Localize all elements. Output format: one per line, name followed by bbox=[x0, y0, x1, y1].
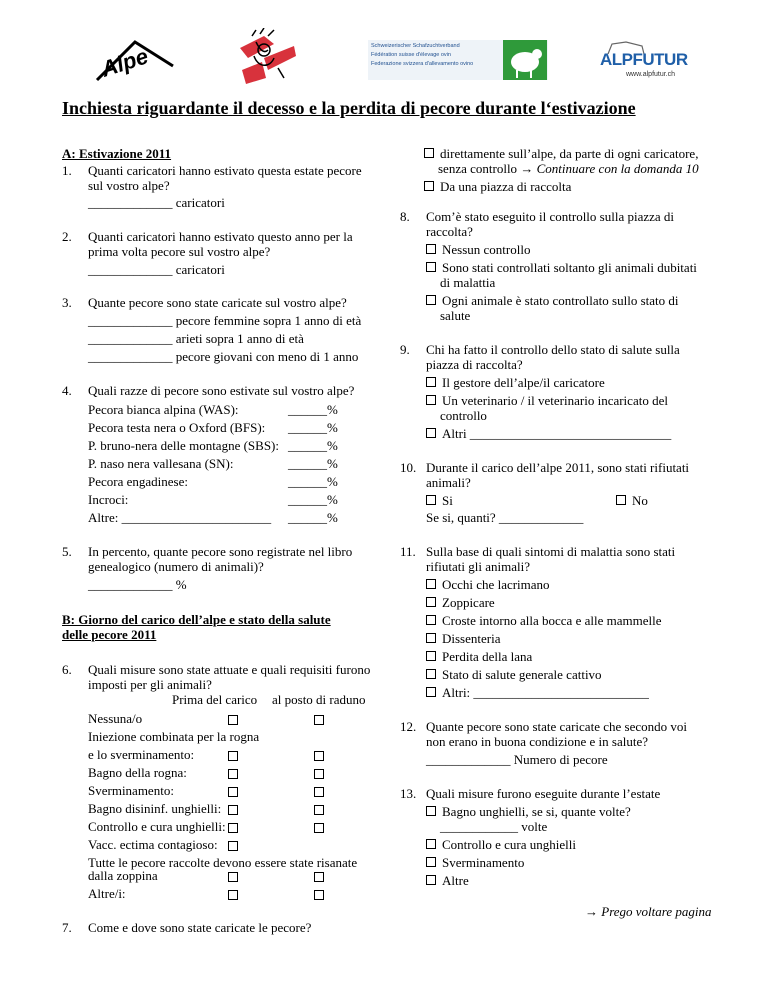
q6-row-label: Tutte le pecore raccolte devono essere state risanate bbox=[88, 855, 358, 870]
option-label: senza controllo bbox=[438, 161, 521, 176]
q12-text-1: Quante pecore sono state caricate che secondo voi bbox=[426, 719, 687, 734]
checkbox[interactable] bbox=[426, 295, 436, 305]
checkbox[interactable] bbox=[314, 715, 324, 725]
option-label: Occhi che lacrimano bbox=[442, 577, 550, 592]
checkbox[interactable] bbox=[426, 597, 436, 607]
q6-header-before: Prima del carico bbox=[172, 692, 258, 707]
herb-logo bbox=[234, 28, 300, 86]
skip-instruction: → Continuare con la domanda 10 bbox=[520, 161, 699, 176]
checkbox[interactable] bbox=[314, 890, 324, 900]
q4-text: Quali razze di pecore sono estivate sul vostro alpe? bbox=[88, 383, 355, 398]
sheep-icon bbox=[503, 40, 547, 80]
checkbox[interactable] bbox=[426, 395, 436, 405]
q7-text: Come e dove sono state caricate le pecore? bbox=[88, 920, 312, 935]
q1-answer[interactable]: _____________ caricatori bbox=[88, 195, 225, 210]
q7-option-gathering[interactable] bbox=[424, 179, 571, 194]
q3-answer-rams[interactable]: _____________ arieti sopra 1 anno di età bbox=[88, 331, 304, 346]
option-label: No bbox=[632, 493, 648, 508]
q13-text: Quali misure furono eseguite durante l’estate bbox=[426, 786, 661, 801]
q13-number: 13. bbox=[400, 786, 417, 801]
q6-row-label: Sverminamento: bbox=[88, 783, 174, 798]
q8-option[interactable] bbox=[426, 260, 697, 275]
q6-text-1: Quali misure sono state attuate e quali requisiti furono bbox=[88, 662, 371, 677]
q10-text-2: animali? bbox=[426, 475, 471, 490]
q8-option-cont: salute bbox=[440, 308, 471, 323]
q8-option-cont: di malattia bbox=[440, 275, 496, 290]
q4-breed-value[interactable]: ______% bbox=[288, 438, 338, 453]
checkbox[interactable] bbox=[228, 890, 238, 900]
option-label: Croste intorno alla bocca e alle mammelle bbox=[442, 613, 662, 628]
q9-number: 9. bbox=[400, 342, 410, 357]
q6-row-label: Altre/i: bbox=[88, 886, 126, 901]
checkbox[interactable] bbox=[314, 769, 324, 779]
section-a-heading: A: Estivazione 2011 bbox=[62, 146, 172, 161]
q11-text-1: Sulla base di quali sintomi di malattia sono stati bbox=[426, 544, 676, 559]
q7-option-direct[interactable] bbox=[424, 146, 698, 161]
q6-row-label: Vacc. ectima contagioso: bbox=[88, 837, 218, 852]
checkbox[interactable] bbox=[228, 715, 238, 725]
checkbox[interactable] bbox=[426, 875, 436, 885]
checkbox[interactable] bbox=[426, 633, 436, 643]
checkbox[interactable] bbox=[426, 687, 436, 697]
q5-text-1: In percento, quante pecore sono registrate nel libro bbox=[88, 544, 353, 559]
q11-option[interactable] bbox=[426, 667, 602, 682]
q9-option[interactable] bbox=[426, 393, 668, 408]
option-label: Un veterinario / il veterinario incaricato del bbox=[442, 393, 668, 408]
q2-answer[interactable]: _____________ caricatori bbox=[88, 262, 225, 277]
q9-text-2: piazza di raccolta? bbox=[426, 357, 523, 372]
q10-text-1: Durante il carico dell’alpe 2011, sono stati rifiutati bbox=[426, 460, 690, 475]
option-label: direttamente sull’alpe, da parte di ogni caricatore, bbox=[440, 146, 699, 161]
q11-option[interactable] bbox=[426, 631, 500, 646]
option-label: Perdita della lana bbox=[442, 649, 533, 664]
q8-option[interactable] bbox=[426, 293, 678, 308]
q1-number: 1. bbox=[62, 163, 72, 178]
assoc-name-de: Schweizerischer Schafzuchtverband bbox=[371, 43, 460, 49]
q6-row-label: dalla zoppina bbox=[88, 868, 158, 883]
checkbox[interactable] bbox=[314, 787, 324, 797]
turn-page-note: → Prego voltare pagina bbox=[585, 904, 712, 919]
q6-row-label: Nessuna/o bbox=[88, 711, 143, 726]
q4-breed-label: Incroci: bbox=[88, 492, 129, 507]
q9-text-1: Chi ha fatto il controllo dello stato di salute sulla bbox=[426, 342, 680, 357]
q13-option[interactable] bbox=[426, 855, 524, 870]
checkbox[interactable] bbox=[228, 823, 238, 833]
alpe-logo-text: Alpe bbox=[98, 43, 152, 82]
q10-number: 10. bbox=[400, 460, 417, 475]
checkbox[interactable] bbox=[424, 181, 434, 191]
option-label: Ogni animale è stato controllato sullo stato di bbox=[442, 293, 679, 308]
q6-text-2: imposti per gli animali? bbox=[88, 677, 212, 692]
q4-number: 4. bbox=[62, 383, 72, 398]
q6-row-label: e lo sverminamento: bbox=[88, 747, 195, 762]
q5-number: 5. bbox=[62, 544, 72, 559]
q11-option[interactable] bbox=[426, 577, 550, 592]
q8-option[interactable] bbox=[426, 242, 530, 257]
option-label: Altri: ___________________________ bbox=[442, 685, 649, 700]
option-label: Da una piazza di raccolta bbox=[440, 179, 572, 194]
q2-number: 2. bbox=[62, 229, 72, 244]
q5-answer[interactable]: _____________ % bbox=[88, 577, 187, 592]
checkbox[interactable] bbox=[228, 805, 238, 815]
checkbox[interactable] bbox=[228, 787, 238, 797]
q4-breed-label: Pecora bianca alpina (WAS): bbox=[88, 402, 239, 417]
sheep-association-logo bbox=[368, 40, 548, 80]
option-label: Altri _______________________________ bbox=[442, 426, 672, 441]
q5-text-2: genealogico (numero di animali)? bbox=[88, 559, 264, 574]
q4-breed-label: Altre: _______________________ bbox=[88, 510, 272, 525]
option-label: Controllo e cura unghielli bbox=[442, 837, 576, 852]
q6-row-label: Controllo e cura unghielli: bbox=[88, 819, 226, 834]
option-label: Stato di salute generale cattivo bbox=[442, 667, 602, 682]
option-label: Dissenteria bbox=[442, 631, 501, 646]
q4-breed-value[interactable]: ______% bbox=[288, 492, 338, 507]
checkbox[interactable] bbox=[228, 841, 238, 851]
q11-text-2: rifiutati gli animali? bbox=[426, 559, 530, 574]
checkbox[interactable] bbox=[228, 751, 238, 761]
checkbox[interactable] bbox=[426, 428, 436, 438]
checkbox[interactable] bbox=[426, 495, 436, 505]
checkbox[interactable] bbox=[228, 872, 238, 882]
q4-breed-value[interactable]: ______% bbox=[288, 474, 338, 489]
q13-answer-times[interactable]: ____________ volte bbox=[440, 819, 548, 834]
checkbox[interactable] bbox=[426, 839, 436, 849]
option-label: Altre bbox=[442, 873, 469, 888]
alpfutur-logo bbox=[600, 40, 710, 80]
q3-text: Quante pecore sono state caricate sul vostro alpe? bbox=[88, 295, 347, 310]
q3-answer-females[interactable]: _____________ pecore femmine sopra 1 anno di età bbox=[88, 313, 362, 328]
checkbox[interactable] bbox=[228, 769, 238, 779]
q11-option[interactable] bbox=[426, 613, 661, 628]
q7-option-direct-cont bbox=[438, 161, 699, 176]
q13-option[interactable] bbox=[426, 804, 631, 819]
q13-option[interactable] bbox=[426, 873, 469, 888]
checkbox[interactable] bbox=[314, 872, 324, 882]
checkbox[interactable] bbox=[426, 615, 436, 625]
q12-answer[interactable]: _____________ Numero di pecore bbox=[426, 752, 608, 767]
q6-row-label: Bagno disininf. unghielli: bbox=[88, 801, 222, 816]
checkbox[interactable] bbox=[426, 651, 436, 661]
alpfutur-text: ALPFUTUR bbox=[600, 50, 688, 69]
q1-text-2: sul vostro alpe? bbox=[88, 178, 170, 193]
q6-number: 6. bbox=[62, 662, 72, 677]
option-label: Sono stati controllati soltanto gli animali dubitati bbox=[442, 260, 697, 275]
section-b-heading-1: B: Giorno del carico dell’alpe e stato della salute bbox=[62, 612, 331, 627]
q10-answer[interactable]: Se si, quanti? _____________ bbox=[426, 510, 584, 525]
checkbox[interactable] bbox=[314, 805, 324, 815]
option-label: Si bbox=[442, 493, 453, 508]
checkbox[interactable] bbox=[616, 495, 626, 505]
q4-breed-value[interactable]: ______% bbox=[288, 456, 338, 471]
q6-row-label: Bagno della rogna: bbox=[88, 765, 187, 780]
q4-breed-label: P. naso nera vallesana (SN): bbox=[88, 456, 234, 471]
option-label: Zoppicare bbox=[442, 595, 495, 610]
q4-breed-value[interactable]: ______% bbox=[288, 402, 338, 417]
q4-breed-label: Pecora engadinese: bbox=[88, 474, 188, 489]
q4-breed-label: P. bruno-nera delle montagne (SBS): bbox=[88, 438, 279, 453]
q8-text-2: raccolta? bbox=[426, 224, 473, 239]
q8-number: 8. bbox=[400, 209, 410, 224]
q11-option-other[interactable] bbox=[426, 685, 649, 700]
checkbox[interactable] bbox=[424, 148, 434, 158]
q2-text-2: prima volta pecore sul vostro alpe? bbox=[88, 244, 271, 259]
assoc-name-fr: Fédération suisse d'élevage ovin bbox=[371, 52, 451, 58]
section-b-heading-2: delle pecore 2011 bbox=[62, 627, 157, 642]
q13-option[interactable] bbox=[426, 837, 576, 852]
checkbox[interactable] bbox=[426, 262, 436, 272]
option-label: Nessun controllo bbox=[442, 242, 531, 257]
q9-option-other[interactable] bbox=[426, 426, 671, 441]
q2-text-1: Quanti caricatori hanno estivato questo anno per la bbox=[88, 229, 353, 244]
page-title: Inchiesta riguardante il decesso e la perdita di pecore durante l‘estivazione bbox=[62, 98, 636, 118]
checkbox[interactable] bbox=[314, 823, 324, 833]
q12-number: 12. bbox=[400, 719, 417, 734]
q4-breed-label: Pecora testa nera o Oxford (BFS): bbox=[88, 420, 266, 435]
checkbox[interactable] bbox=[314, 751, 324, 761]
q7-number: 7. bbox=[62, 920, 72, 935]
checkbox[interactable] bbox=[426, 857, 436, 867]
alpfutur-url: www.alpfutur.ch bbox=[626, 71, 676, 78]
checkbox[interactable] bbox=[426, 806, 436, 816]
checkbox[interactable] bbox=[426, 669, 436, 679]
q9-option[interactable] bbox=[426, 375, 605, 390]
q11-number: 11. bbox=[400, 544, 416, 559]
q10-option-yes[interactable] bbox=[426, 493, 453, 508]
q11-option[interactable] bbox=[426, 595, 495, 610]
alpe-logo bbox=[95, 36, 175, 86]
q8-text-1: Com’è stato eseguito il controllo sulla piazza di bbox=[426, 209, 675, 224]
q9-option-cont: controllo bbox=[440, 408, 487, 423]
q11-option[interactable] bbox=[426, 649, 532, 664]
q3-number: 3. bbox=[62, 295, 72, 310]
option-label: Bagno unghielli, se si, quante volte? bbox=[442, 804, 631, 819]
q6-row-label: Iniezione combinata per la rogna bbox=[88, 729, 260, 744]
q3-answer-young[interactable]: _____________ pecore giovani con meno di 1 anno bbox=[88, 349, 359, 364]
checkbox[interactable] bbox=[426, 377, 436, 387]
q10-option-no[interactable] bbox=[616, 493, 648, 508]
q6-header-gathering: al posto di raduno bbox=[272, 692, 366, 707]
checkbox[interactable] bbox=[426, 579, 436, 589]
option-label: Il gestore dell’alpe/il caricatore bbox=[442, 375, 605, 390]
q1-text-1: Quanti caricatori hanno estivato questa estate pecore bbox=[88, 163, 362, 178]
q4-breed-value[interactable]: ______% bbox=[288, 420, 338, 435]
q4-breed-value[interactable]: ______% bbox=[288, 510, 338, 525]
q12-text-2: non erano in buona condizione e in salute? bbox=[426, 734, 649, 749]
option-label: Sverminamento bbox=[442, 855, 525, 870]
checkbox[interactable] bbox=[426, 244, 436, 254]
assoc-name-it: Federazione svizzera d'allevamento ovino bbox=[371, 61, 474, 67]
